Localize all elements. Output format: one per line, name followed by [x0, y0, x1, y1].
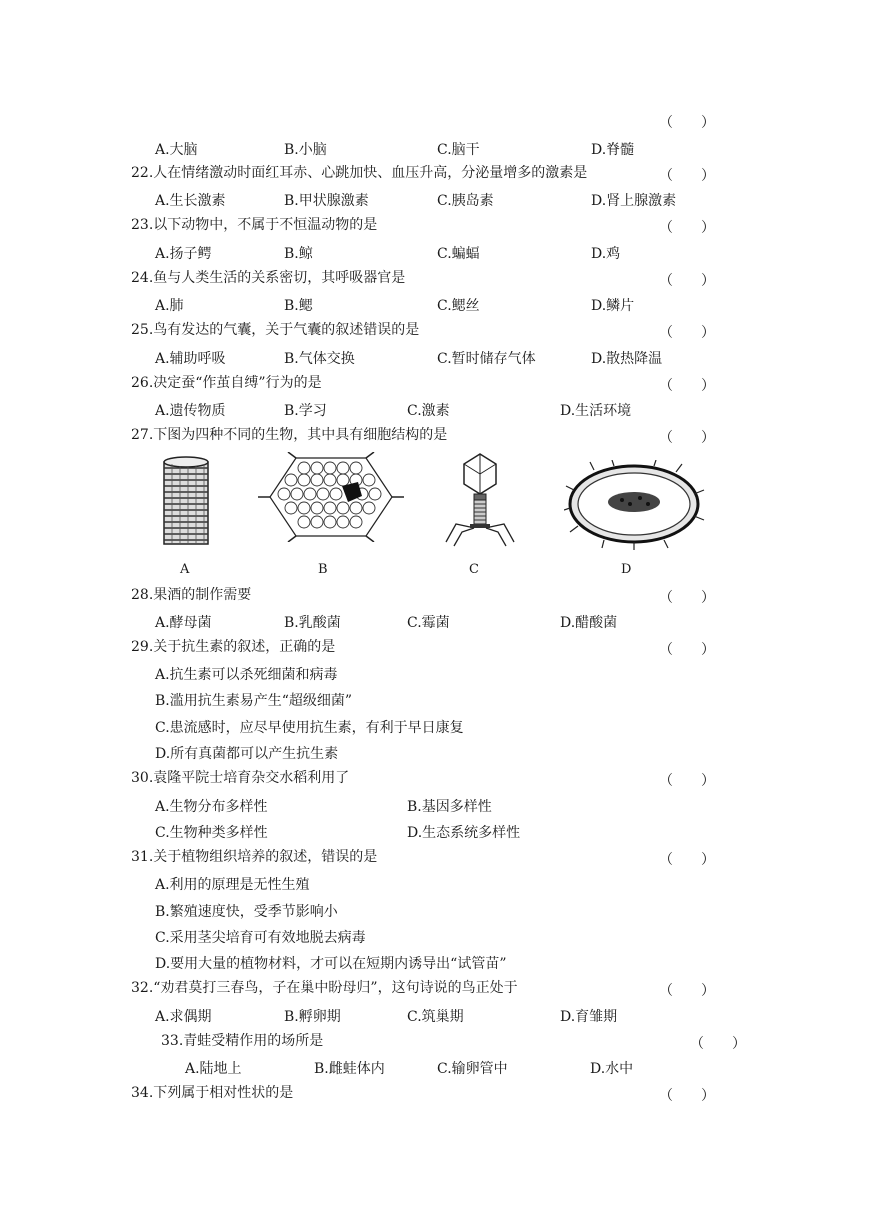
q30-option-a: A.生物分布多样性	[155, 799, 268, 815]
q28-answer-paren: （ ）	[659, 590, 715, 606]
figure-b-polyhedral-virus	[258, 452, 404, 542]
q26-option-b: B.学习	[284, 403, 327, 419]
q23-option-b: B.鲸	[284, 246, 313, 262]
q22-answer-paren: （ ）	[659, 168, 715, 184]
q29-answer-paren: （ ）	[659, 642, 715, 658]
q32-option-b: B.孵卵期	[284, 1009, 341, 1025]
q23-option-c: C.蝙蝠	[437, 246, 480, 262]
figure-a-rod-virus	[158, 454, 214, 550]
figure-d-label: D	[621, 562, 632, 577]
q22-option-c: C.胰岛素	[437, 193, 494, 209]
q22-stem: 22.人在情绪激动时面红耳赤、心跳加快、血压升高，分泌量增多的激素是	[131, 165, 588, 181]
q28-option-d: D.醋酸菌	[560, 615, 618, 631]
q29-option-a: A.抗生素可以杀死细菌和病毒	[155, 667, 338, 683]
q25-stem: 25.鸟有发达的气囊，关于气囊的叙述错误的是	[131, 322, 420, 338]
q32-option-d: D.育雏期	[560, 1009, 618, 1025]
q31-answer-paren: （ ）	[659, 852, 715, 868]
q30-option-d: D.生态系统多样性	[407, 825, 521, 841]
q26-stem: 26.决定蚕“作茧自缚”行为的是	[131, 375, 322, 391]
q33-stem: 33.青蛙受精作用的场所是	[161, 1033, 324, 1049]
q30-option-c: C.生物种类多样性	[155, 825, 268, 841]
q21-option-c: C.脑干	[437, 142, 480, 158]
q28-option-c: C.霉菌	[407, 615, 450, 631]
q33-answer-paren: （ ）	[690, 1036, 746, 1052]
q33-option-b: B.雌蛙体内	[314, 1061, 385, 1077]
q28-stem: 28.果酒的制作需要	[131, 587, 252, 603]
q29-option-c: C.患流感时，应尽早使用抗生素，有利于早日康复	[155, 720, 464, 736]
q31-option-c: C.采用茎尖培育可有效地脱去病毒	[155, 930, 366, 946]
q21-option-a: A.大脑	[155, 142, 198, 158]
q30-stem: 30.袁隆平院士培育杂交水稻利用了	[131, 770, 350, 786]
q34-stem: 34.下列属于相对性状的是	[131, 1085, 294, 1101]
q23-option-d: D.鸡	[591, 246, 621, 262]
q31-option-a: A.利用的原理是无性生殖	[155, 877, 310, 893]
q24-stem: 24.鱼与人类生活的关系密切，其呼吸器官是	[131, 270, 406, 286]
q24-option-c: C.鳃丝	[437, 298, 480, 314]
q27-answer-paren: （ ）	[659, 430, 715, 446]
q25-option-c: C.暂时储存气体	[437, 351, 536, 367]
q29-option-b: B.滥用抗生素易产生“超级细菌”	[155, 693, 353, 709]
figure-c-bacteriophage	[440, 452, 520, 548]
figure-d-bacterium	[564, 460, 706, 550]
q26-option-d: D.生活环境	[560, 403, 632, 419]
figure-a-label: A	[180, 562, 190, 577]
q21-option-b: B.小脑	[284, 142, 327, 158]
q25-option-d: D.散热降温	[591, 351, 663, 367]
q23-stem: 23.以下动物中，不属于不恒温动物的是	[131, 217, 378, 233]
q29-option-d: D.所有真菌都可以产生抗生素	[155, 746, 339, 762]
q32-answer-paren: （ ）	[659, 983, 715, 999]
q31-stem: 31.关于植物组织培养的叙述，错误的是	[131, 849, 378, 865]
q22-option-d: D.肾上腺激素	[591, 193, 677, 209]
q25-answer-paren: （ ）	[659, 325, 715, 341]
q33-option-d: D.水中	[590, 1061, 634, 1077]
q23-answer-paren: （ ）	[659, 220, 715, 236]
q28-option-a: A.酵母菌	[155, 615, 212, 631]
figure-b-label: B	[318, 562, 328, 577]
q21-option-d: D.脊髓	[591, 142, 635, 158]
q29-stem: 29.关于抗生素的叙述，正确的是	[131, 639, 336, 655]
q26-option-c: C.激素	[407, 403, 450, 419]
q33-option-c: C.输卵管中	[437, 1061, 508, 1077]
q33-option-a: A.陆地上	[185, 1061, 242, 1077]
q27-stem: 27.下图为四种不同的生物，其中具有细胞结构的是	[131, 427, 448, 443]
q24-option-a: A.肺	[155, 298, 184, 314]
q30-answer-paren: （ ）	[659, 773, 715, 789]
q21-answer-paren: （ ）	[659, 115, 715, 131]
q24-option-b: B.鳃	[284, 298, 313, 314]
q31-option-b: B.繁殖速度快，受季节影响小	[155, 904, 338, 920]
figure-c-label: C	[469, 562, 479, 577]
q24-answer-paren: （ ）	[659, 273, 715, 289]
q23-option-a: A.扬子鳄	[155, 246, 212, 262]
q22-option-a: A.生长激素	[155, 193, 226, 209]
q32-option-a: A.求偶期	[155, 1009, 212, 1025]
q26-option-a: A.遗传物质	[155, 403, 226, 419]
q32-stem: 32.“劝君莫打三春鸟，子在巢中盼母归”，这句诗说的鸟正处于	[131, 980, 518, 996]
q22-option-b: B.甲状腺激素	[284, 193, 369, 209]
q31-option-d: D.要用大量的植物材料，才可以在短期内诱导出“试管苗”	[155, 956, 507, 972]
q26-answer-paren: （ ）	[659, 378, 715, 394]
q28-option-b: B.乳酸菌	[284, 615, 341, 631]
q25-option-b: B.气体交换	[284, 351, 355, 367]
q24-option-d: D.鳞片	[591, 298, 635, 314]
q34-answer-paren: （ ）	[659, 1088, 715, 1104]
q25-option-a: A.辅助呼吸	[155, 351, 226, 367]
q30-option-b: B.基因多样性	[407, 799, 492, 815]
q32-option-c: C.筑巢期	[407, 1009, 464, 1025]
